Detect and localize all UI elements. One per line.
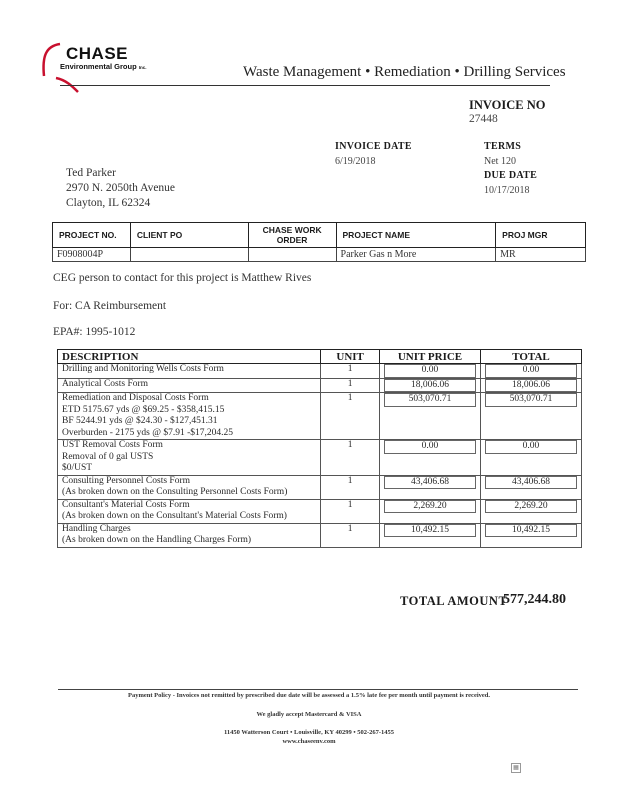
item-description [58,499,321,523]
bill-to-address [66,166,175,211]
company-name: CHASE [66,44,129,63]
item-unit-price-value: 43,406.68 [384,476,476,490]
work-order [248,248,336,262]
invoice-date-label: INVOICE DATE [335,141,412,152]
item-unit [321,499,380,523]
header-divider [60,85,550,86]
description-header: DESCRIPTION [58,350,321,364]
item-total [480,499,581,523]
item-unit-price-value: 0.00 [384,364,476,378]
item-unit-price [379,393,480,440]
item-total-value: 503,070.71 [485,393,577,407]
description-line: Consulting Personnel Costs Form [62,475,190,486]
item-description [58,378,321,393]
item-description [58,475,321,499]
description-line: Remediation and Disposal Costs Form [62,393,209,403]
line-items-table [57,349,582,548]
proj-mgr: MR [496,248,586,262]
table-row [58,523,582,547]
table-row [58,378,582,393]
work-order-header: CHASE WORK ORDER [248,223,336,248]
customer-name: Ted Parker [66,167,116,179]
project-name: Parker Gas n More [336,248,496,262]
project-name-header: PROJECT NAME [336,223,496,248]
footer-divider [58,689,578,690]
item-unit-price [379,364,480,379]
item-total [480,523,581,547]
proj-mgr-header: PROJ MGR [496,223,586,248]
item-unit-price-value: 2,269.20 [384,500,476,514]
item-unit-price-value: 18,006.06 [384,379,476,393]
item-total [480,475,581,499]
item-unit-value: 1 [347,364,353,374]
payment-policy: Payment Policy - Invoices not remitted by prescribed due date will be assessed a 1.5% late fee per month until payment is received. [127,692,491,699]
due-date: 10/17/2018 [484,185,530,196]
description-line: Drilling and Monitoring Wells Costs Form [62,364,224,374]
company-logo [30,36,150,96]
unit-header: UNIT [321,350,380,364]
total-amount-label: TOTAL AMOUNT [400,594,508,608]
company-website: www.chaseenv.com [282,738,336,745]
invoice-date: 6/19/2018 [335,156,376,167]
contact-note: CEG person to contact for this project is Matthew Rives [53,272,312,284]
item-total-value: 43,406.68 [485,476,577,490]
due-date-label: DUE DATE [484,170,538,181]
terms-value: Net 120 [484,156,516,167]
description-line: (As broken down on the Consulting Personnel Costs Form) [62,487,288,497]
item-unit-value: 1 [347,378,353,389]
item-unit-price-value: 0.00 [384,440,476,454]
invoice-number: 27448 [469,113,498,125]
item-unit-value: 1 [347,393,353,403]
for-note: For: CA Reimbursement [53,300,167,312]
description-line: Consultant's Material Costs Form [62,499,190,510]
table-row [58,440,582,476]
item-unit-price [379,523,480,547]
description-line: Handling Charges [62,523,131,534]
table-row [53,248,586,262]
description-line: BF 5244.91 yds @ $24.30 - $127,451.31 [62,416,218,426]
company-tagline: Waste Management • Remediation • Drilling Services [243,64,566,80]
item-unit [321,393,380,440]
item-unit [321,440,380,476]
item-unit [321,523,380,547]
total-header: TOTAL [480,350,581,364]
table-row [58,393,582,440]
company-subtitle: Environmental Group Inc. [60,62,147,71]
table-row [58,475,582,499]
item-total [480,364,581,379]
description-line: (As broken down on the Consultant's Material Costs Form) [62,511,287,521]
item-unit-value: 1 [347,440,353,450]
item-unit-price [379,440,480,476]
customer-city: Clayton, IL 62324 [66,197,151,209]
table-row [58,499,582,523]
item-total-value: 2,269.20 [485,500,577,514]
invoice-number-label: INVOICE NO [469,98,546,112]
item-unit-value: 1 [347,475,353,486]
cards-accepted: We gladly accept Mastercard & VISA [256,711,362,718]
item-unit-price-value: 10,492.15 [384,524,476,538]
item-unit [321,378,380,393]
page-marker-icon: ▦ [511,763,521,773]
item-total-value: 18,006.06 [485,379,577,393]
terms-label: TERMS [484,141,522,152]
item-description [58,393,321,440]
description-line: Analytical Costs Form [62,378,149,389]
item-description [58,440,321,476]
description-line: ETD 5175.67 yds @ $69.25 - $358,415.15 [62,404,225,415]
item-total-value: 0.00 [485,364,577,378]
project-no: F0908004P [53,248,131,262]
epa-note: EPA#: 1995-1012 [53,326,136,338]
project-table [52,222,586,262]
item-unit-value: 1 [347,523,353,534]
item-total [480,393,581,440]
client-po [130,248,248,262]
item-description [58,523,321,547]
item-total [480,378,581,393]
item-unit-price [379,475,480,499]
item-total-value: 10,492.15 [485,524,577,538]
item-description [58,364,321,379]
item-unit [321,364,380,379]
item-unit-price [379,378,480,393]
project-no-header: PROJECT NO. [53,223,131,248]
description-line: Removal of 0 gal USTS [62,451,154,462]
customer-street: 2970 N. 2050th Avenue [66,182,176,194]
total-amount: 577,244.80 [503,592,566,607]
item-unit-price-value: 503,070.71 [384,393,476,407]
description-line: UST Removal Costs Form [62,440,163,450]
company-address: 11450 Watterson Court • Louisville, KY 40299 • 502-267-1455 [223,729,395,736]
item-unit [321,475,380,499]
client-po-header: CLIENT PO [130,223,248,248]
unit-price-header: UNIT PRICE [379,350,480,364]
item-unit-value: 1 [347,499,353,510]
item-total-value: 0.00 [485,440,577,454]
table-row [58,364,582,379]
description-line: Overburden - 2175 yds @ $7.91 -$17,204.25 [62,427,234,438]
item-unit-price [379,499,480,523]
description-line: $0/UST [62,463,93,473]
item-total [480,440,581,476]
description-line: (As broken down on the Handling Charges Form) [62,535,252,545]
